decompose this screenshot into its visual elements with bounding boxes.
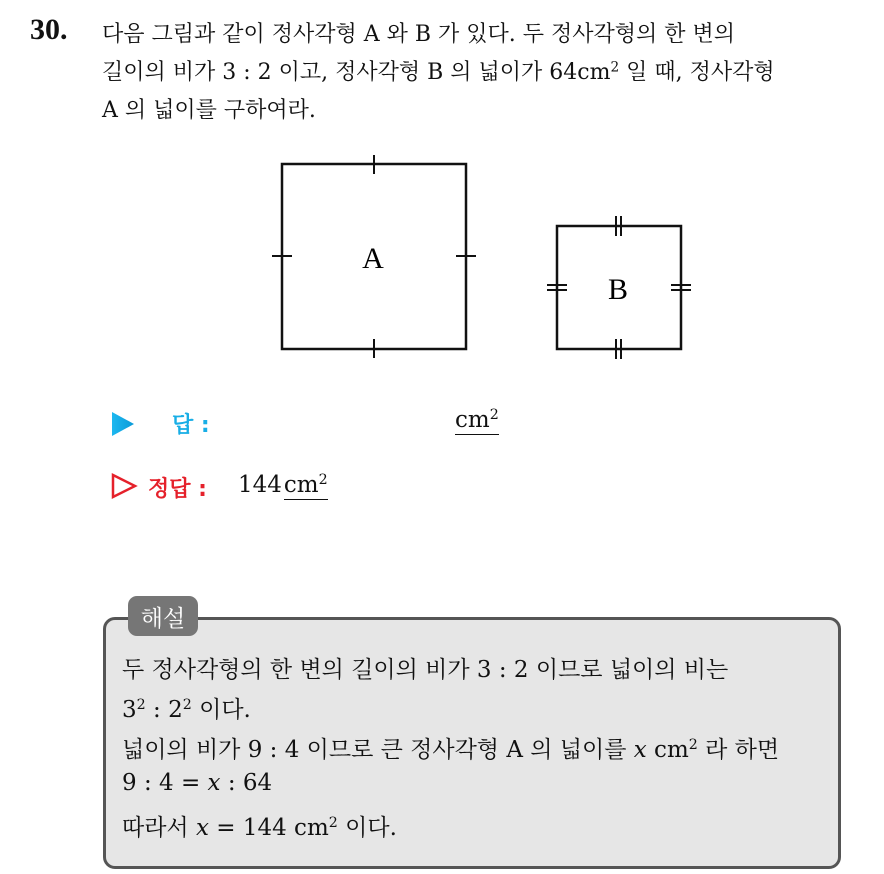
- question-line-3: A 의 넓이를 구하여라.: [102, 98, 316, 123]
- explanation-line-2-end: 이다.: [191, 697, 251, 723]
- squares-figure: [0, 0, 884, 400]
- square-a-label: A: [362, 242, 384, 275]
- answer-unit: [455, 407, 499, 433]
- explanation-line-5-text: 따라서: [122, 815, 196, 841]
- correct-arrow-icon: [110, 472, 138, 500]
- square-b: [547, 216, 691, 359]
- explanation-line-4-b: : 64: [220, 770, 273, 796]
- explanation-line-4: [122, 770, 272, 796]
- answer-arrow-icon: [110, 410, 136, 438]
- square-a: [272, 155, 476, 358]
- correct-unit-exponent: 2: [318, 472, 328, 489]
- question-line-2-tail: 일 때, 정사각형: [619, 60, 775, 85]
- explanation-line-1: 두 정사각형의 한 변의 길이의 비가 3 : 2 이므로 넓이의 비는: [122, 657, 729, 683]
- explanation-line-3: [122, 731, 779, 764]
- correct-value: [238, 472, 328, 498]
- question-line-2-text: 길이의 비가 3 : 2 이고, 정사각형 B 의 넓이가 64cm: [102, 60, 611, 85]
- correct-unit-text: cm: [283, 472, 319, 498]
- question-number: 30.: [30, 13, 68, 46]
- explanation-line-3-var: x: [633, 737, 647, 763]
- explanation-line-2-base-a: 3: [122, 697, 137, 723]
- explanation-line-5-exp: 2: [328, 815, 338, 832]
- explanation-line-4-a: 9 : 4 =: [122, 770, 208, 796]
- correct-label: 정답 :: [148, 477, 207, 502]
- answer-label: 답 :: [172, 413, 210, 438]
- explanation-line-2-exp-b: 2: [182, 697, 192, 714]
- explanation-line-5-var: x: [195, 815, 209, 841]
- answer-field[interactable]: [230, 404, 445, 438]
- explanation-line-2: [122, 691, 251, 724]
- explanation-line-2-exp-a: 2: [136, 697, 146, 714]
- explanation-tag: 해설: [128, 596, 198, 636]
- explanation-line-4-var: x: [207, 770, 221, 796]
- answer-unit-text: cm: [455, 407, 490, 433]
- explanation-line-3-tail: 라 하면: [697, 737, 780, 763]
- correct-value-number: 144: [238, 472, 282, 498]
- explanation-line-5-mid: = 144 cm: [208, 815, 329, 841]
- question-line-1: 다음 그림과 같이 정사각형 A 와 B 가 있다. 두 정사각형의 한 변의: [102, 22, 736, 47]
- explanation-line-5-tail: 이다.: [337, 815, 397, 841]
- explanation-line-3-unit: cm: [646, 737, 689, 763]
- answer-unit-exponent: 2: [489, 407, 499, 424]
- explanation-line-2-sep: : 2: [145, 697, 183, 723]
- square-b-label: B: [607, 273, 629, 306]
- explanation-line-5: [122, 809, 397, 842]
- explanation-line-3-exp: 2: [688, 737, 698, 754]
- question-line-2-exponent: 2: [610, 59, 620, 76]
- explanation-line-3-text: 넓이의 비가 9 : 4 이므로 큰 정사각형 A 의 넓이를: [122, 737, 634, 763]
